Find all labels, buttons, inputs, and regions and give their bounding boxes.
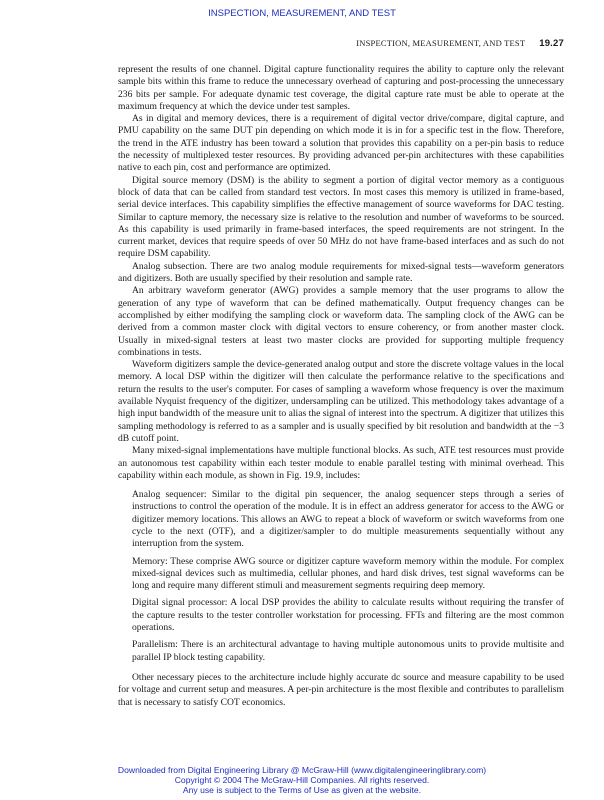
- paragraph: Waveform digitizers sample the device-generated analog output and store the discrete voltage values in the local memory. A local DSP within the digitizer will then calculate the performance relative to the specifications and return the results to the user's computer. For cases of sampling a waveform whose frequency is over the maximum available Nyquist frequency of the digitizer, undersampling can be utilized. This methodology takes advantage of a high input bandwidth of the measure unit to alias the signal of interest into the spectrum. A digitizer that utilizes this sampling methodology is referred to as a sampler and is usually specified by bit resolution and bandwidth at the −3 dB cutoff point.: [118, 359, 564, 444]
- footer-copyright: Copyright © 2004 The McGraw-Hill Companies. All rights reserved.: [174, 775, 430, 785]
- paragraph: Analog subsection. There are two analog module requirements for mixed-signal tests—waveform generators and digitizers. Both are usually specified by their resolution and sample rate.: [118, 260, 564, 285]
- list-item: Parallelism: There is an architectural advantage to having multiple autonomous units to provide multisite and parallel IP block testing capability.: [132, 639, 564, 663]
- footer-terms: Any use is subject to the Terms of Use as given at the website.: [182, 785, 422, 795]
- paragraph: Many mixed-signal implementations have multiple functional blocks. As such, ATE test resources must provide an autonomous test capability within each tester module to enable parallel testing with minimal overhead. This capability within each module, as shown in Fig. 19.9, includes:: [118, 445, 564, 481]
- list-item: Analog sequencer: Similar to the digital pin sequencer, the analog sequencer steps through a series of instructions to control the operation of the module. It is in effect an address generator for access to the AWG or digitizer memory locations. This allows an AWG to repeat a block of waveform or switch waveforms from one cycle to the next (OTF), and a digitizer/sampler to do multiple measurements sequentially without any interruption from the system.: [132, 489, 564, 550]
- footer: [0, 765, 604, 795]
- list-item: Memory: These comprise AWG source or digitizer capture waveform memory within the module. For complex mixed-signal devices such as multimedia, cellular phones, and hard disk drives, test signal waveforms can be long and require many different stimuli and measurement segments requiring deep memory.: [132, 555, 564, 592]
- running-head-title: INSPECTION, MEASUREMENT, AND TEST: [356, 38, 526, 48]
- paragraph: As in digital and memory devices, there is a requirement of digital vector drive/compare, digital capture, and PMU capability on the same DUT pin depending on which mode it is in for a specific test in the flow. Therefore, the trend in the ATE industry has been toward a solution that provides this capability on a per-pin basis to reduce the necessity of multiplexed tester resources. By providing advanced per-pin architectures with these capabilities native to each pin, cost and performance are optimized.: [118, 113, 564, 174]
- feature-list: [132, 489, 564, 664]
- paragraph: An arbitrary waveform generator (AWG) provides a sample memory that the user programs to allow the generation of any type of waveform that can be defined mathematically. Output frequency changes can be accomplished by either modifying the sampling clock or waveform data. The sampling clock of the AWG can be derived from a common master clock with digital vectors to ensure coherency, or from another master clock. Usually in mixed-signal testers at least two master clocks are provided for supporting multiple frequency combinations in tests.: [118, 285, 564, 358]
- list-item: Digital signal processor: A local DSP provides the ability to calculate results without requiring the transfer of the capture results to the tester controller workstation for processing. FFTs and filtering are the most common operations.: [132, 597, 564, 634]
- paragraph: Other necessary pieces to the architecture include highly accurate dc source and measure capability to be used for voltage and current setup and measures. A per-pin architecture is the most flexible and contributes to parallelism that is necessary to satisfy COT economics.: [118, 671, 564, 708]
- top-banner: INSPECTION, MEASUREMENT, AND TEST: [208, 8, 396, 19]
- footer-download-link[interactable]: Downloaded from Digital Engineering Library @ McGraw-Hill (www.digitalengineeringlibrary.com): [117, 765, 487, 775]
- running-head: [118, 38, 564, 49]
- page-number: 19.27: [539, 38, 564, 49]
- paragraph: Digital source memory (DSM) is the ability to segment a portion of digital vector memory as a contiguous block of data that can be called from standard test vectors. In most cases this memory is utilized in frame-based, serial device interfaces. This capability simplifies the effective management of source waveforms for DAC testing. Similar to capture memory, the necessary size is relative to the resolution and number of waveforms to be sourced. As this capability is used primarily in frame-based interfaces, the speed requirements are not stringent. In the current market, devices that require speeds of over 50 MHz do not have frame-based interfaces and as such do not require DSM capability.: [118, 174, 564, 260]
- body-text: [118, 64, 564, 709]
- paragraph: represent the results of one channel. Digital capture functionality requires the ability to capture only the relevant sample bits within this frame to reduce the unnecessary overhead of capturing and post-processing the unnecessary 236 bits per sample. For adequate dynamic test coverage, the digital capture rate must be able to operate at the maximum frequency at which the device under test samples.: [118, 64, 564, 112]
